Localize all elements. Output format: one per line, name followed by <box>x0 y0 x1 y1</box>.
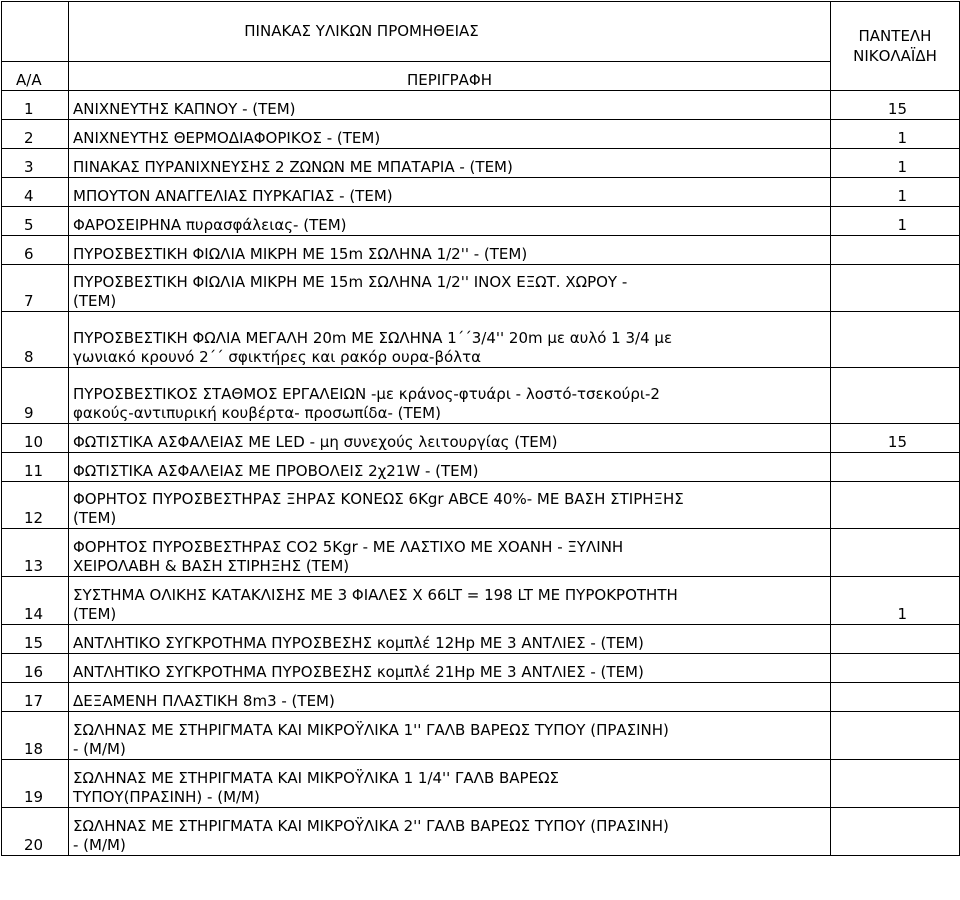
row-quantity <box>831 265 960 312</box>
row-quantity: 1 <box>831 120 960 149</box>
table-row <box>2 236 960 265</box>
table-row <box>2 625 960 654</box>
description-line1: ΜΠΟΥΤΟΝ ΑΝΑΓΓΕΛΙΑΣ ΠΥΡΚΑΓΙΑΣ - (ΤΕΜ) <box>73 187 393 205</box>
table-row <box>2 808 960 856</box>
row-quantity <box>831 625 960 654</box>
table-row <box>2 424 960 453</box>
column-header-row <box>2 62 960 91</box>
description-line2: φακούς-αντιπυρική κουβέρτα- προσωπίδα- (ΤΕΜ) <box>73 404 441 422</box>
table-row <box>2 453 960 482</box>
description-line2: - (Μ/Μ) <box>73 740 126 758</box>
row-description <box>69 529 831 577</box>
description-line1: ΦΑΡΟΣΕΙΡΗΝΑ πυρασφάλειας- (ΤΕΜ) <box>73 216 347 234</box>
row-quantity <box>831 529 960 577</box>
table-row <box>2 482 960 529</box>
description-line2: (ΤΕΜ) <box>73 605 117 623</box>
description-line1: ΔΕΞΑΜΕΝΗ ΠΛΑΣΤΙΚΗ 8m3 - (ΤΕΜ) <box>73 692 335 710</box>
description-line2: - (Μ/Μ) <box>73 836 126 854</box>
description-line1: ΦΟΡΗΤΟΣ ΠΥΡΟΣΒΕΣΤΗΡΑΣ ΞΗΡΑΣ ΚΟΝΕΩΣ 6Kgr ABCE 40%- ΜΕ ΒΑΣΗ ΣΤΙΡΗΞΗΣ <box>73 490 684 508</box>
description-line2: (ΤΕΜ) <box>73 292 117 310</box>
description-line2: ΧΕΙΡΟΛΑΒΗ & ΒΑΣΗ ΣΤΙΡΗΞΗΣ (ΤΕΜ) <box>73 557 350 575</box>
table-row <box>2 577 960 625</box>
table-row <box>2 265 960 312</box>
row-quantity <box>831 654 960 683</box>
row-number: 4 <box>2 178 69 207</box>
description-line1: ΣΩΛΗΝΑΣ ΜΕ ΣΤΗΡΙΓΜΑΤΑ ΚΑΙ ΜΙΚΡΟΫΛΙΚΑ 1 1/4'' ΓΑΛΒ ΒΑΡΕΩΣ <box>73 769 560 787</box>
col-header-aa: Α/Α <box>2 62 69 91</box>
description-line1: ΦΩΤΙΣΤΙΚΑ ΑΣΦΑΛΕΙΑΣ ΜΕ ΠΡΟΒΟΛΕΙΣ 2χ21W - (ΤΕΜ) <box>73 462 479 480</box>
row-quantity <box>831 683 960 712</box>
row-description <box>69 654 831 683</box>
row-number: 18 <box>2 712 69 760</box>
row-number: 17 <box>2 683 69 712</box>
description-line1: ΠΥΡΟΣΒΕΣΤΙΚΟΣ ΣΤΑΘΜΟΣ ΕΡΓΑΛΕΙΩΝ -με κράνος-φτυάρι - λοστό-τσεκούρι-2 <box>73 385 660 403</box>
row-number: 15 <box>2 625 69 654</box>
row-number: 16 <box>2 654 69 683</box>
row-number: 19 <box>2 760 69 808</box>
row-description <box>69 120 831 149</box>
row-number: 6 <box>2 236 69 265</box>
description-line1: ΠΥΡΟΣΒΕΣΤΙΚΗ ΦΙΩΛΙΑ ΜΙΚΡΗ ΜΕ 15m ΣΩΛΗΝΑ 1/2'' - (ΤΕΜ) <box>73 245 528 263</box>
row-description <box>69 482 831 529</box>
row-quantity: 1 <box>831 178 960 207</box>
description-line2: (ΤΕΜ) <box>73 509 117 527</box>
row-quantity <box>831 368 960 424</box>
description-line1: ΠΥΡΟΣΒΕΣΤΙΚΗ ΦΙΩΛΙΑ ΜΙΚΡΗ ΜΕ 15m ΣΩΛΗΝΑ 1/2'' ΙΝΟΧ ΕΞΩΤ. ΧΩΡΟΥ - <box>73 273 628 291</box>
row-quantity <box>831 312 960 368</box>
table-row <box>2 683 960 712</box>
table-row <box>2 368 960 424</box>
description-line1: ΑΝΙΧΝΕΥΤΗΣ ΚΑΠΝΟΥ - (ΤΕΜ) <box>73 100 296 118</box>
row-description <box>69 712 831 760</box>
vendor-header <box>831 2 960 91</box>
row-description <box>69 577 831 625</box>
row-quantity: 1 <box>831 207 960 236</box>
description-line1: ΠΥΡΟΣΒΕΣΤΙΚΗ ΦΩΛΙΑ ΜΕΓΑΛΗ 20m ΜΕ ΣΩΛΗΝΑ 1΄΄3/4'' 20m με αυλό 1 3/4 με <box>73 329 673 347</box>
row-description <box>69 207 831 236</box>
row-description <box>69 424 831 453</box>
vendor-line2: ΝΙΚΟΛΑΪΔΗ <box>853 47 937 65</box>
description-line1: ΑΝΤΛΗΤΙΚΟ ΣΥΓΚΡΟΤΗΜΑ ΠΥΡΟΣΒΕΣΗΣ κομπλέ 21Hp ΜΕ 3 ΑΝΤΛΙΕΣ - (ΤΕΜ) <box>73 663 644 681</box>
table-row <box>2 529 960 577</box>
col-header-description: ΠΕΡΙΓΡΑΦΗ <box>69 62 831 91</box>
description-line2: ΤΥΠΟΥ(ΠΡΑΣΙΝΗ) - (Μ/Μ) <box>73 788 260 806</box>
row-description <box>69 312 831 368</box>
row-description <box>69 368 831 424</box>
row-quantity <box>831 482 960 529</box>
row-number: 11 <box>2 453 69 482</box>
header-row <box>2 2 960 62</box>
table-row <box>2 760 960 808</box>
row-quantity: 15 <box>831 424 960 453</box>
row-number: 2 <box>2 120 69 149</box>
row-number: 13 <box>2 529 69 577</box>
row-description <box>69 625 831 654</box>
description-line1: ΑΝΙΧΝΕΥΤΗΣ ΘΕΡΜΟΔΙΑΦΟΡΙΚΟΣ - (ΤΕΜ) <box>73 129 381 147</box>
row-description <box>69 683 831 712</box>
row-number: 8 <box>2 312 69 368</box>
row-quantity: 1 <box>831 149 960 178</box>
vendor-line1: ΠΑΝΤΕΛΗ <box>858 27 932 45</box>
table-row <box>2 312 960 368</box>
materials-table <box>1 1 960 856</box>
table-row <box>2 712 960 760</box>
row-quantity: 1 <box>831 577 960 625</box>
table-title: ΠΙΝΑΚΑΣ ΥΛΙΚΩΝ ΠΡΟΜΗΘΕΙΑΣ <box>69 2 831 62</box>
description-line1: ΦΩΤΙΣΤΙΚΑ ΑΣΦΑΛΕΙΑΣ ΜΕ LED - μη συνεχούς λειτουργίας (ΤΕΜ) <box>73 433 558 451</box>
table-row <box>2 654 960 683</box>
row-number: 12 <box>2 482 69 529</box>
description-line1: ΣΩΛΗΝΑΣ ΜΕ ΣΤΗΡΙΓΜΑΤΑ ΚΑΙ ΜΙΚΡΟΫΛΙΚΑ 2'' ΓΑΛΒ ΒΑΡΕΩΣ ΤΥΠΟΥ (ΠΡΑΣΙΝΗ) <box>73 817 669 835</box>
row-description <box>69 265 831 312</box>
description-line1: ΦΟΡΗΤΟΣ ΠΥΡΟΣΒΕΣΤΗΡΑΣ CO2 5Kgr - ΜΕ ΛΑΣΤΙΧΟ ΜΕ ΧΟΑΝΗ - ΞΥΛΙΝΗ <box>73 538 624 556</box>
row-description <box>69 453 831 482</box>
row-number: 14 <box>2 577 69 625</box>
table-row <box>2 120 960 149</box>
row-number: 7 <box>2 265 69 312</box>
description-line1: ΣΩΛΗΝΑΣ ΜΕ ΣΤΗΡΙΓΜΑΤΑ ΚΑΙ ΜΙΚΡΟΫΛΙΚΑ 1'' ΓΑΛΒ ΒΑΡΕΩΣ ΤΥΠΟΥ (ΠΡΑΣΙΝΗ) <box>73 721 669 739</box>
row-number: 3 <box>2 149 69 178</box>
row-number: 9 <box>2 368 69 424</box>
row-quantity <box>831 453 960 482</box>
table-row <box>2 149 960 178</box>
row-quantity <box>831 236 960 265</box>
row-number: 1 <box>2 91 69 120</box>
row-quantity <box>831 712 960 760</box>
description-line1: ΣΥΣΤΗΜΑ ΟΛΙΚΗΣ ΚΑΤΑΚΛΙΣΗΣ ΜΕ 3 ΦΙΑΛΕΣ Χ 66LT = 198 LT ΜΕ ΠΥΡΟΚΡΟΤΗΤΗ <box>73 586 678 604</box>
row-quantity <box>831 808 960 856</box>
row-description <box>69 149 831 178</box>
row-number: 10 <box>2 424 69 453</box>
description-line1: ΑΝΤΛΗΤΙΚΟ ΣΥΓΚΡΟΤΗΜΑ ΠΥΡΟΣΒΕΣΗΣ κομπλέ 12Hp ΜΕ 3 ΑΝΤΛΙΕΣ - (ΤΕΜ) <box>73 634 644 652</box>
row-description <box>69 91 831 120</box>
row-description <box>69 760 831 808</box>
row-description <box>69 808 831 856</box>
table-row <box>2 207 960 236</box>
row-quantity: 15 <box>831 91 960 120</box>
row-description <box>69 236 831 265</box>
table-row <box>2 178 960 207</box>
description-line1: ΠΙΝΑΚΑΣ ΠΥΡΑΝΙΧΝΕΥΣΗΣ 2 ΖΩΝΩΝ ΜΕ ΜΠΑΤΑΡΙΑ - (ΤΕΜ) <box>73 158 513 176</box>
row-number: 5 <box>2 207 69 236</box>
header-spacer <box>2 2 69 62</box>
description-line2: γωνιακό κρουνό 2΄΄ σφικτήρες και ρακόρ ουρα-βόλτα <box>73 348 481 366</box>
row-description <box>69 178 831 207</box>
table-row <box>2 91 960 120</box>
row-quantity <box>831 760 960 808</box>
row-number: 20 <box>2 808 69 856</box>
